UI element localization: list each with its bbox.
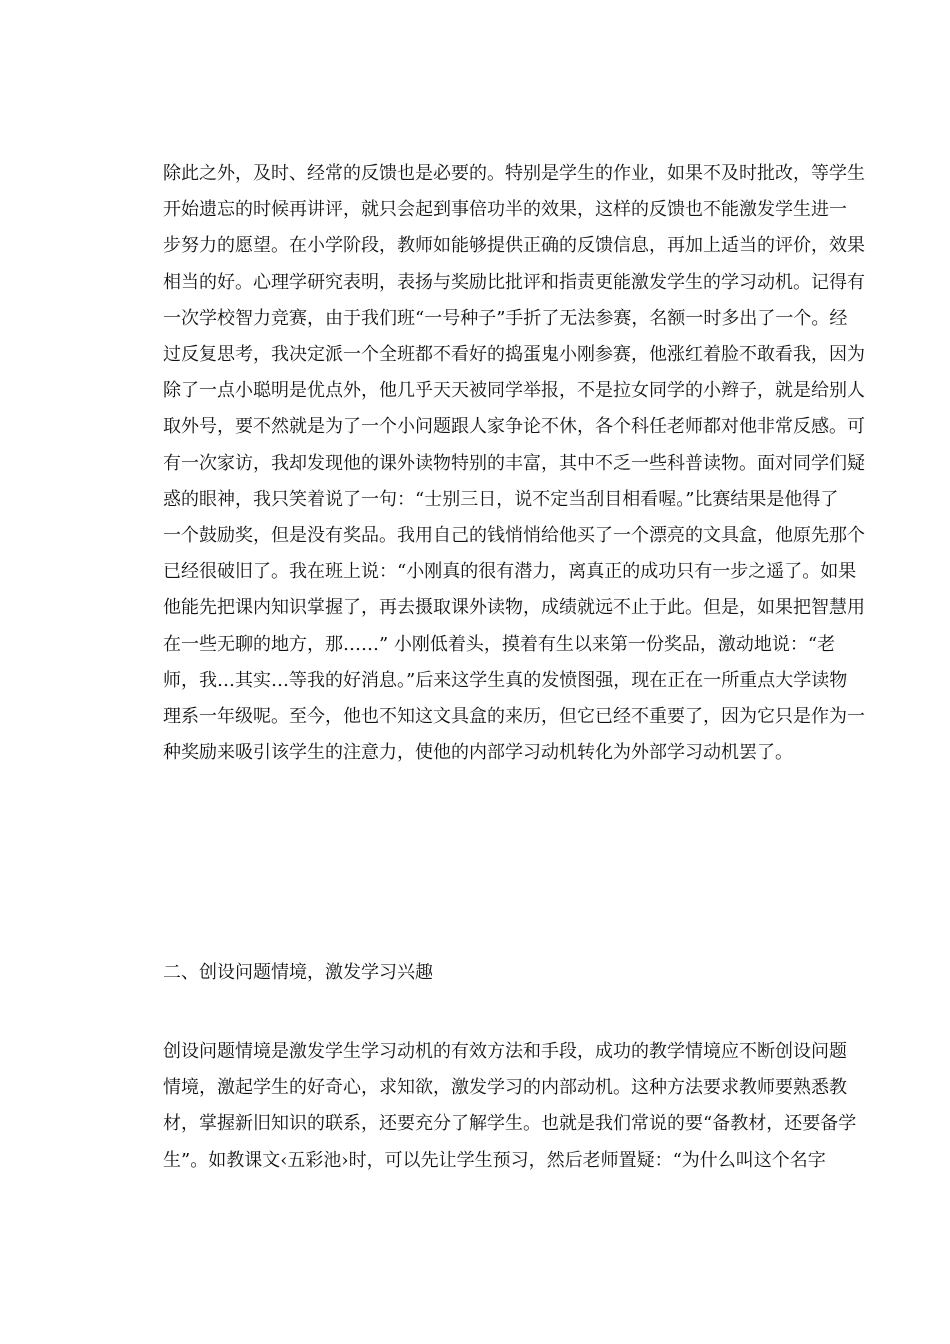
paragraph-line: 一个鼓励奖，但是没有奖品。我用自己的钱悄悄给他买了一个漂亮的文具盒，他原先那个	[163, 525, 865, 547]
paragraph-line: 创设问题情境是激发学生学习动机的有效方法和手段，成功的教学情境应不断创设问题	[163, 1041, 847, 1062]
paragraph-line: 一次学校智力竞赛，由于我们班“一号种子”手折了无法参赛，名额一时多出了一个。经	[163, 307, 848, 329]
paragraph-line: 步努力的愿望。在小学阶段，教师如能够提供正确的反馈信息，再加上适当的评价，效果	[163, 235, 865, 257]
paragraph-line: 生”。如教课文‹五彩池›时，可以先让学生预习，然后老师置疑：“为什么叫这个名字	[163, 1149, 826, 1171]
paragraph-line: 理系一年级呢。至今，他也不知这文具盒的来历，但它已经不重要了，因为它只是作为一	[163, 706, 865, 728]
paragraph-feedback	[163, 156, 865, 771]
paragraph-line: 相当的好。心理学研究表明，表扬与奖励比批评和指责更能激发学生的学习动机。记得有	[163, 271, 865, 293]
paragraph-line: 取外号，要不然就是为了一个小问题跟人家争论不休，各个科任老师都对他非常反感。可	[163, 416, 865, 438]
paragraph-line: 过反复思考，我决定派一个全班都不看好的捣蛋鬼小刚参赛，他涨红着脸不敢看我，因为	[163, 344, 865, 366]
paragraph-line: 种奖励来吸引该学生的注意力，使他的内部学习动机转化为外部学习动机罢了。	[163, 742, 793, 764]
paragraph-line: 已经很破旧了。我在班上说：“小刚真的很有潜力，离真正的成功只有一步之遥了。如果	[163, 561, 857, 583]
paragraph-line: 在一些无聊的地方，那……” 小刚低着头，摸着有生以来第一份奖品，激动地说：“老	[163, 633, 836, 655]
paragraph-problem-situation	[163, 1034, 857, 1179]
paragraph-line: 惑的眼神，我只笑着说了一句：“士别三日，说不定当刮目相看喔。”比赛结果是他得了	[163, 488, 839, 510]
paragraph-line: 开始遗忘的时候再讲评，就只会起到事倍功半的效果，这样的反馈也不能激发学生进一	[163, 199, 847, 221]
paragraph-line: 他能先把课内知识掌握了，再去摄取课外读物，成绩就远不止于此。但是，如果把智慧用	[163, 597, 865, 619]
paragraph-line: 师，我…其实…等我的好消息。”后来这学生真的发愤图强，现在正在一所重点大学读物	[163, 669, 848, 691]
paragraph-line: 除了一点小聪明是优点外，他几乎天天被同学举报，不是拉女同学的小辫子，就是给别人	[163, 380, 865, 402]
paragraph-line: 有一次家访，我却发现他的课外读物特别的丰富，其中不乏一些科普读物。面对同学们疑	[163, 452, 865, 474]
paragraph-line: 情境，激起学生的好奇心，求知欲，激发学习的内部动机。这种方法要求教师要熟悉教	[163, 1077, 847, 1099]
paragraph-line: 除此之外，及时、经常的反馈也是必要的。特别是学生的作业，如果不及时批改，等学生	[163, 163, 865, 184]
paragraph-line: 材，掌握新旧知识的联系，还要充分了解学生。也就是我们常说的要“备教材，还要备学	[163, 1113, 857, 1135]
section-heading: 二、创设问题情境，激发学习兴趣	[163, 962, 433, 983]
